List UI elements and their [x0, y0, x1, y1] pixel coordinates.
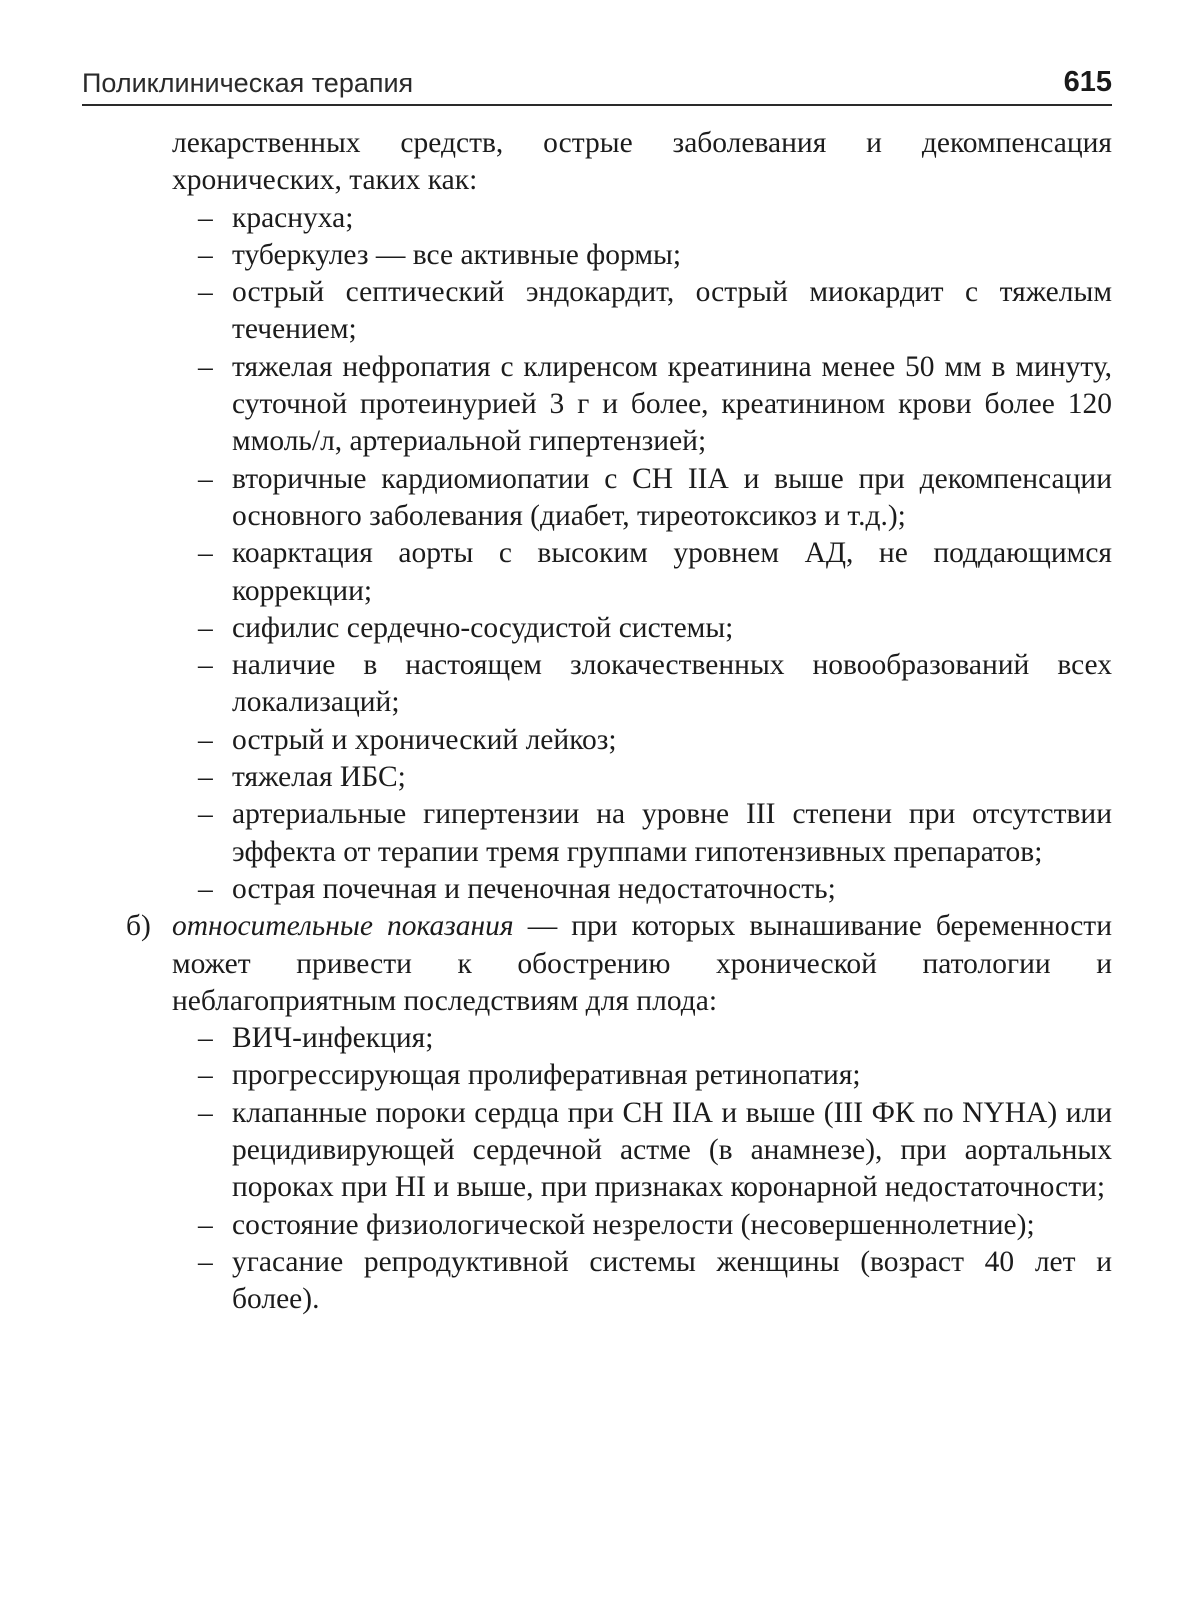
list-item: [198, 349, 1112, 461]
list-item-text: ВИЧ-инфекция;: [232, 1022, 434, 1055]
list-item-text: вторичные кардиомиопатии с СН IIА и выше при декомпенсации основного заболевания (диабет, тиреотоксикоз и т.д.);: [232, 462, 1112, 532]
relative-indications-list: [0, 1020, 1190, 1318]
list-item: [198, 535, 1112, 610]
list-item: [198, 1207, 1112, 1244]
list-dash: –: [198, 1059, 213, 1092]
list-item-text: угасание репродуктивной системы женщины (возраст 40 лет и более).: [232, 1245, 1112, 1316]
list-item-text: клапанные пороки сердца при СН IIА и выше (III ФК по NYHA) или рецидивирующей сердечной астме (в анамнезе), при аортальных пороках при HI и выше, при признаках коронарной недостаточности;: [232, 1096, 1112, 1204]
list-dash: –: [198, 1208, 213, 1241]
section-marker: б): [126, 910, 151, 943]
list-dash: –: [198, 462, 213, 495]
list-item: [198, 1057, 1112, 1094]
section-text: — при которых вынашивание беременности может привести к обострению хронической патологии и неблагоприятным последствиям для плода:: [172, 910, 1112, 1017]
list-item: [198, 722, 1112, 759]
list-item-text: наличие в настоящем злокачественных новообразований всех локализаций;: [232, 649, 1112, 719]
list-dash: –: [198, 238, 213, 271]
list-item: [198, 759, 1112, 796]
list-item: [198, 647, 1112, 722]
list-dash: –: [198, 276, 213, 309]
list-item-text: острый и хронический лейкоз;: [232, 723, 617, 756]
list-dash: –: [198, 1245, 213, 1278]
list-dash: –: [198, 761, 213, 794]
intro-paragraph: лекарственных средств, острые заболевания и декомпенсация хронических, таких как:: [172, 127, 1112, 197]
list-item-text: острая почечная и печеночная недостаточность;: [232, 872, 836, 905]
list-item-text: тяжелая нефропатия с клиренсом креатинина менее 50 мм в минуту, суточной протеинурией 3 г и более, креатинином крови более 120 ммоль/л, артериальной гипертензией;: [232, 350, 1112, 458]
list-dash: –: [198, 537, 213, 570]
list-item-text: состояние физиологической незрелости (несовершеннолетние);: [232, 1208, 1035, 1241]
list-dash: –: [198, 350, 213, 383]
running-head: [82, 64, 1112, 106]
relative-indications-paragraph: [126, 908, 1112, 1020]
absolute-indications-list: [0, 200, 1190, 909]
running-title: Поликлиническая терапия: [82, 68, 414, 98]
list-item: [198, 871, 1112, 908]
section-label: относительные показания: [172, 910, 514, 943]
list-item-text: сифилис сердечно-сосудистой системы;: [232, 611, 734, 644]
list-item: [198, 200, 1112, 237]
list-dash: –: [198, 723, 213, 756]
list-item-text: острый септический эндокардит, острый миокардит с тяжелым течением;: [232, 276, 1112, 346]
list-dash: –: [198, 798, 213, 831]
list-item-text: туберкулез — все активные формы;: [232, 238, 682, 271]
list-dash: –: [198, 1096, 213, 1129]
list-item: [198, 1095, 1112, 1207]
body-text: [0, 125, 1190, 1319]
list-item: [198, 610, 1112, 647]
list-item: [198, 274, 1112, 349]
list-item: [198, 796, 1112, 871]
list-item-text: прогрессирующая пролиферативная ретинопатия;: [232, 1059, 861, 1092]
list-item-text: тяжелая ИБС;: [232, 761, 406, 794]
list-item-text: краснуха;: [232, 201, 354, 234]
list-dash: –: [198, 649, 213, 682]
list-dash: –: [198, 872, 213, 905]
list-item: [198, 461, 1112, 536]
list-dash: –: [198, 611, 213, 644]
list-item: [198, 1020, 1112, 1057]
list-dash: –: [198, 201, 213, 234]
list-item: [198, 237, 1112, 274]
list-dash: –: [198, 1022, 213, 1055]
list-item: [198, 1244, 1112, 1319]
list-item-text: артериальные гипертензии на уровне III степени при отсутствии эффекта от терапии тремя группами гипотензивных препаратов;: [232, 798, 1112, 868]
page-number: 615: [1063, 66, 1112, 98]
list-item-text: коарктация аорты с высоким уровнем АД, не поддающимся коррекции;: [232, 537, 1112, 607]
